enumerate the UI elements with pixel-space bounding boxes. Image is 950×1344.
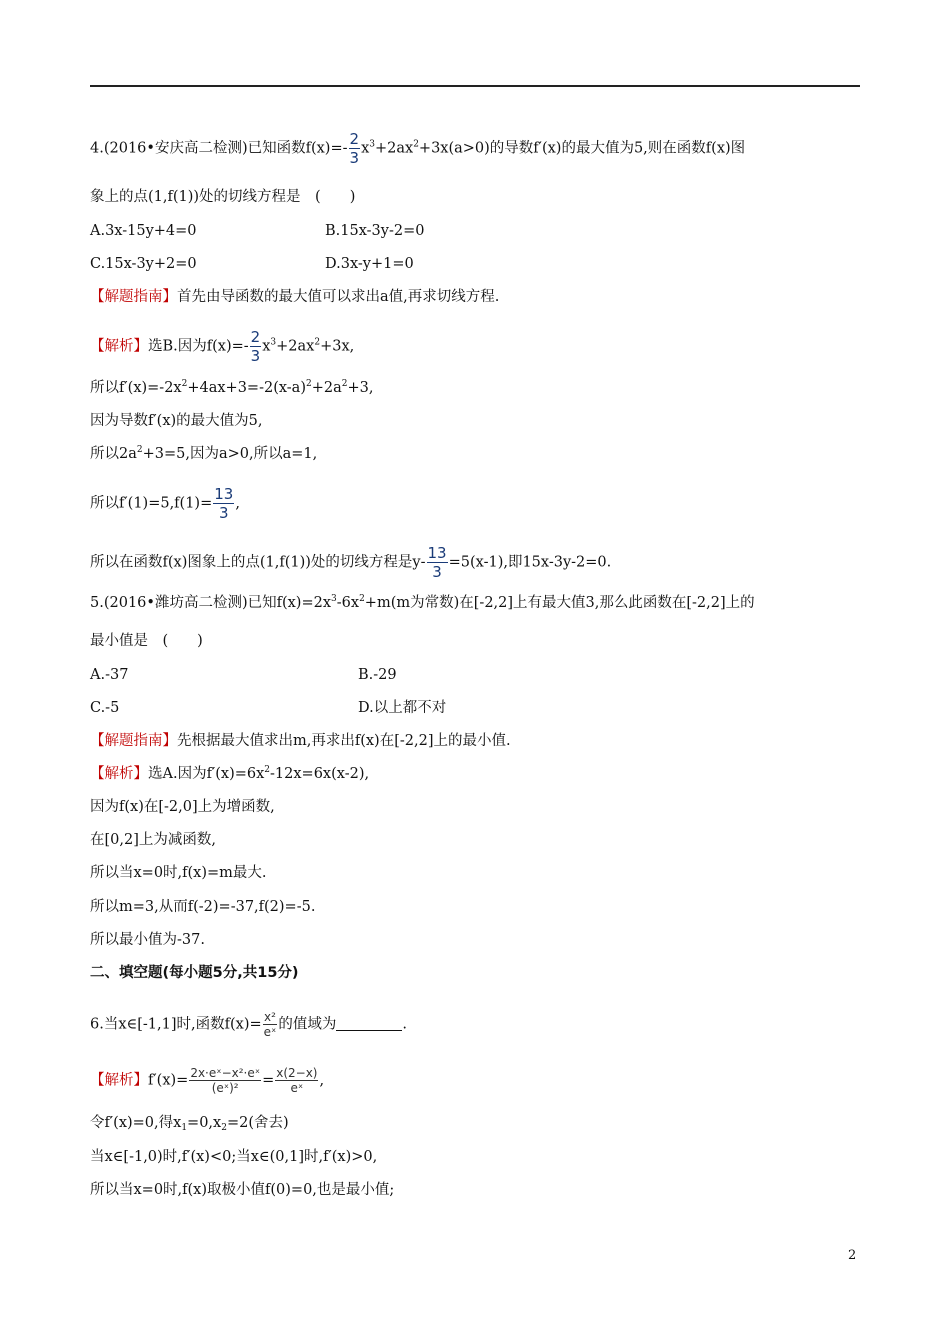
q5-solution-line2: 因为f(x)在[-2,0]上为增函数, — [90, 799, 275, 815]
q4-stem-line1: 4.(2016•安庆高二检测)已知函数f(x)=- $\frac{2}{3}$ $x^3+2ax^2+3x(a>0)$的导数f′(x)的最大值为5,则在函数f(x)图 — [90, 130, 746, 167]
q4-solution-line5: 所以f′(1)=5,f(1)= $\frac{13}{3}$ , — [90, 485, 240, 522]
q6-stem: 6.当x∈[-1,1]时,函数f(x)= $\frac{\text{x²}}{\text{eˣ}}$ 的值域为 . — [90, 1010, 407, 1039]
solution-tag: 【解析】 — [90, 1072, 148, 1089]
q6-solution-line2: 令f′(x)=0,得$x_1=0,x_2=2$(舍去) — [90, 1115, 289, 1133]
fraction-derivative: $\frac{\text{2x·eˣ−x²·eˣ}}{\text{(eˣ)²}}$ — [190, 1066, 261, 1095]
q4-solution-line2: 所以$f'(x)=-2x^2+4ax+3=-2(x-a)^2+2a^2+3$, — [90, 379, 374, 396]
q4-solution-line1: 【解析】选B.因为f(x)=- $\frac{2}{3}$ $x^3+2ax^2+3x$, — [90, 328, 355, 365]
q5-option-c: C.-5 — [90, 700, 120, 716]
q5-option-d: D.以上都不对 — [358, 700, 447, 716]
q5-stem-line1: 5.(2016•潍坊高二检测)已知$f(x)=2x^3-6x^2+m(m$为常数)在[-2,2]上有最大值3,那么此函数在[-2,2]上的 — [90, 594, 755, 611]
q4-option-a: A.3x-15y+4=0 — [90, 223, 197, 239]
q5-solution-line4: 所以当x=0时,f(x)=m最大. — [90, 865, 267, 881]
q5-solution-line5: 所以m=3,从而f(-2)=-37,f(2)=-5. — [90, 899, 316, 915]
q4-solution-line6: 所以在函数f(x)图象上的点(1,f(1))处的切线方程是y- $\frac{13}{3}$ =5(x-1),即15x-3y-2=0. — [90, 544, 612, 581]
guide-tag: 【解题指南】 — [90, 733, 177, 749]
fraction-two-thirds: $\frac{2}{3}$ — [349, 130, 360, 167]
q6-solution-line3: 当x∈[-1,0)时,f′(x)<0;当x∈(0,1]时,f′(x)>0, — [90, 1149, 378, 1165]
q5-solution-line1: 【解析】选A.因为$f'(x)=6x^2-12x=6x(x-2)$, — [90, 765, 370, 782]
page-number: 2 — [848, 1248, 857, 1263]
fraction-x2-over-ex: $\frac{\text{x²}}{\text{eˣ}}$ — [263, 1010, 277, 1039]
q4-guide: 【解题指南】首先由导函数的最大值可以求出a值,再求切线方程. — [90, 289, 500, 305]
fraction-two-thirds: $\frac{2}{3}$ — [250, 328, 261, 365]
q5-stem-line2: 最小值是 ( ) — [90, 633, 203, 649]
guide-tag: 【解题指南】 — [90, 289, 177, 305]
q4-stem-line2: 象上的点(1,f(1))处的切线方程是 ( ) — [90, 189, 356, 205]
solution-tag: 【解析】 — [90, 766, 148, 782]
fraction-thirteen-thirds: $\frac{13}{3}$ — [427, 544, 447, 581]
q4-solution-line4: 所以$2a^2+3=5$,因为a>0,所以a=1, — [90, 445, 318, 462]
fraction-simplified: $\frac{x(2-x)}{\text{eˣ}}$ — [276, 1066, 318, 1095]
solution-tag: 【解析】 — [90, 338, 148, 355]
q5-guide: 【解题指南】先根据最大值求出m,再求出f(x)在[-2,2]上的最小值. — [90, 733, 511, 749]
q5-option-b: B.-29 — [358, 667, 397, 683]
q5-solution-line3: 在[0,2]上为减函数, — [90, 832, 216, 848]
q4-solution-line3: 因为导数f′(x)的最大值为5, — [90, 413, 263, 429]
answer-blank[interactable] — [336, 1016, 402, 1031]
q4-option-d: D.3x-y+1=0 — [325, 256, 414, 272]
q4-option-c: C.15x-3y+2=0 — [90, 256, 197, 272]
q5-option-a: A.-37 — [90, 667, 129, 683]
q4-option-b: B.15x-3y-2=0 — [325, 223, 425, 239]
fraction-thirteen-thirds: $\frac{13}{3}$ — [214, 485, 234, 522]
section-heading: 二、填空题(每小题5分,共15分) — [90, 965, 299, 981]
header-rule — [90, 85, 860, 87]
q5-solution-line6: 所以最小值为-37. — [90, 932, 205, 948]
q6-solution-line1: 【解析】f′(x)= $\frac{\text{2x·eˣ−x²·eˣ}}{\text{(eˣ)²}}$ = $\frac{x(2-x)}{\text{eˣ}}$ , — [90, 1066, 325, 1095]
q6-solution-line4: 所以当x=0时,f(x)取极小值f(0)=0,也是最小值; — [90, 1182, 395, 1198]
